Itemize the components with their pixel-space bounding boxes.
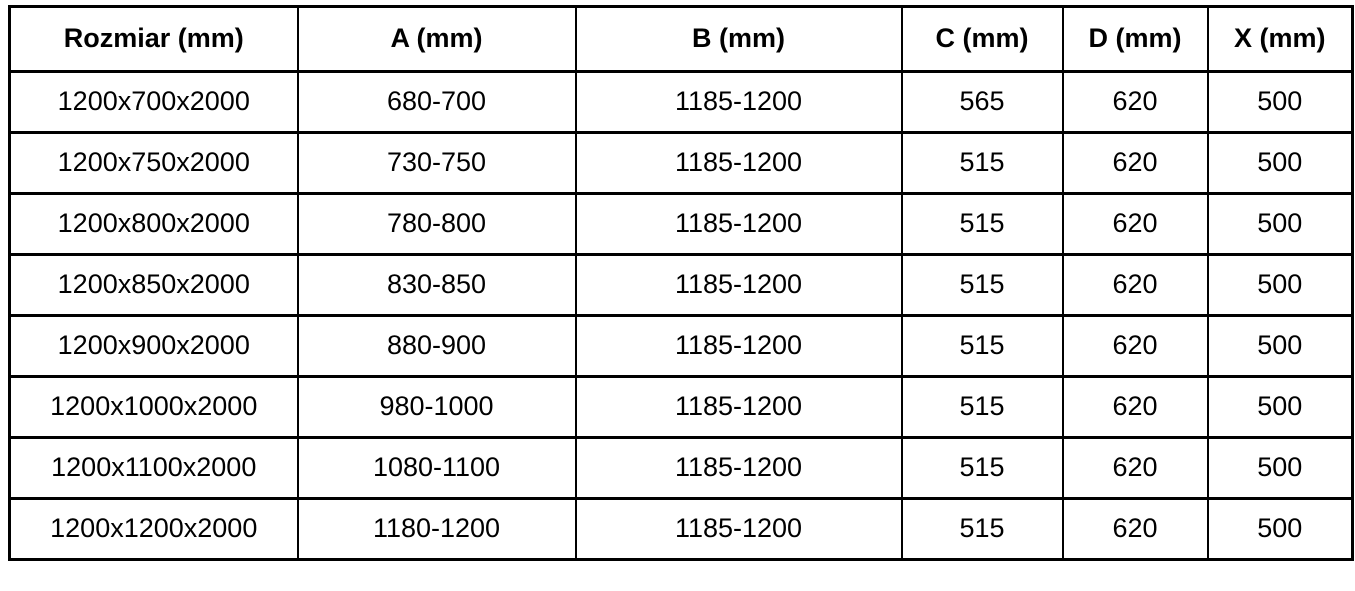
cell-rozmiar: 1200x1200x2000 bbox=[10, 499, 298, 560]
column-header-rozmiar: Rozmiar (mm) bbox=[10, 7, 298, 72]
cell-x: 500 bbox=[1208, 499, 1353, 560]
cell-d: 620 bbox=[1063, 438, 1208, 499]
cell-d: 620 bbox=[1063, 194, 1208, 255]
cell-a: 680-700 bbox=[298, 72, 576, 133]
table-row bbox=[10, 499, 1353, 560]
cell-x: 500 bbox=[1208, 133, 1353, 194]
table-row bbox=[10, 133, 1353, 194]
column-header-b: B (mm) bbox=[576, 7, 902, 72]
column-header-x: X (mm) bbox=[1208, 7, 1353, 72]
table-body bbox=[10, 72, 1353, 560]
cell-rozmiar: 1200x800x2000 bbox=[10, 194, 298, 255]
cell-c: 515 bbox=[902, 316, 1063, 377]
cell-a: 830-850 bbox=[298, 255, 576, 316]
cell-d: 620 bbox=[1063, 499, 1208, 560]
cell-rozmiar: 1200x1000x2000 bbox=[10, 377, 298, 438]
cell-x: 500 bbox=[1208, 438, 1353, 499]
cell-d: 620 bbox=[1063, 377, 1208, 438]
cell-c: 515 bbox=[902, 133, 1063, 194]
cell-rozmiar: 1200x850x2000 bbox=[10, 255, 298, 316]
cell-a: 1180-1200 bbox=[298, 499, 576, 560]
cell-c: 515 bbox=[902, 377, 1063, 438]
cell-a: 880-900 bbox=[298, 316, 576, 377]
cell-d: 620 bbox=[1063, 133, 1208, 194]
table-row bbox=[10, 438, 1353, 499]
cell-c: 515 bbox=[902, 499, 1063, 560]
cell-b: 1185-1200 bbox=[576, 72, 902, 133]
cell-a: 980-1000 bbox=[298, 377, 576, 438]
cell-c: 515 bbox=[902, 194, 1063, 255]
cell-rozmiar: 1200x700x2000 bbox=[10, 72, 298, 133]
table-row bbox=[10, 316, 1353, 377]
cell-rozmiar: 1200x750x2000 bbox=[10, 133, 298, 194]
cell-x: 500 bbox=[1208, 194, 1353, 255]
cell-a: 1080-1100 bbox=[298, 438, 576, 499]
size-specification-table bbox=[8, 5, 1354, 561]
cell-a: 730-750 bbox=[298, 133, 576, 194]
column-header-c: C (mm) bbox=[902, 7, 1063, 72]
cell-x: 500 bbox=[1208, 316, 1353, 377]
cell-b: 1185-1200 bbox=[576, 438, 902, 499]
cell-b: 1185-1200 bbox=[576, 194, 902, 255]
table-row bbox=[10, 377, 1353, 438]
cell-c: 515 bbox=[902, 255, 1063, 316]
table-row bbox=[10, 194, 1353, 255]
cell-d: 620 bbox=[1063, 316, 1208, 377]
cell-x: 500 bbox=[1208, 72, 1353, 133]
table-row bbox=[10, 72, 1353, 133]
cell-b: 1185-1200 bbox=[576, 377, 902, 438]
cell-d: 620 bbox=[1063, 255, 1208, 316]
header-row bbox=[10, 7, 1353, 72]
column-header-a: A (mm) bbox=[298, 7, 576, 72]
cell-x: 500 bbox=[1208, 377, 1353, 438]
cell-c: 515 bbox=[902, 438, 1063, 499]
cell-d: 620 bbox=[1063, 72, 1208, 133]
cell-rozmiar: 1200x1100x2000 bbox=[10, 438, 298, 499]
cell-b: 1185-1200 bbox=[576, 499, 902, 560]
cell-x: 500 bbox=[1208, 255, 1353, 316]
cell-b: 1185-1200 bbox=[576, 316, 902, 377]
cell-b: 1185-1200 bbox=[576, 133, 902, 194]
table-header bbox=[10, 7, 1353, 72]
cell-b: 1185-1200 bbox=[576, 255, 902, 316]
table-row bbox=[10, 255, 1353, 316]
cell-rozmiar: 1200x900x2000 bbox=[10, 316, 298, 377]
cell-c: 565 bbox=[902, 72, 1063, 133]
column-header-d: D (mm) bbox=[1063, 7, 1208, 72]
cell-a: 780-800 bbox=[298, 194, 576, 255]
